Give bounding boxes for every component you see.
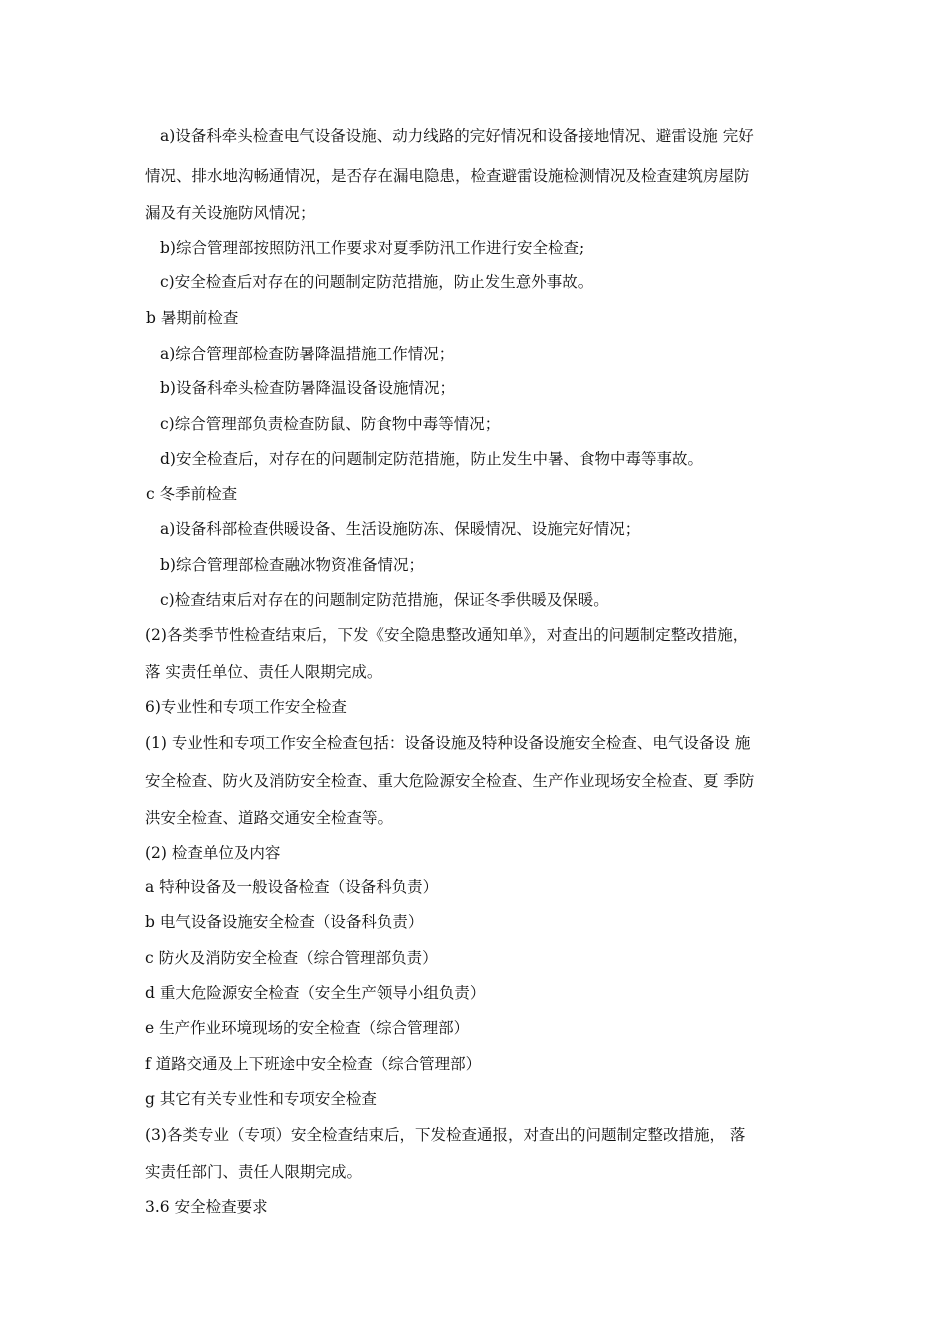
paragraph-line: (2)各类季节性检查结束后，下发《安全隐患整改通知单》，对查出的问题制定整改措施，: [145, 626, 749, 644]
paragraph-line: a)设备科部检查供暖设备、生活设施防冻、保暖情况、设施完好情况；: [160, 520, 641, 538]
paragraph-line: (1) 专业性和专项工作安全检查包括：设备设施及特种设备设施安全检查、电气设备设 施: [145, 734, 751, 752]
section-heading: b 暑期前检查: [146, 309, 239, 327]
paragraph-line: d)安全检查后，对存在的问题制定防范措施，防止发生中暑、食物中毒等事故。: [160, 450, 703, 468]
paragraph-line: (3)各类专业（专项）安全检查结束后，下发检查通报，对查出的问题制定整改措施， 落: [145, 1126, 746, 1144]
list-item: e 生产作业环境现场的安全检查（综合管理部）: [145, 1019, 470, 1037]
paragraph-line: a)设备科牵头检查电气设备设施、动力线路的完好情况和设备接地情况、避雷设施 完好: [160, 127, 754, 145]
paragraph-line: b)综合管理部按照防汛工作要求对夏季防汛工作进行安全检查;: [160, 239, 585, 257]
list-item: d 重大危险源安全检查（安全生产领导小组负责）: [145, 984, 486, 1002]
list-item: c 防火及消防安全检查（综合管理部负责）: [145, 949, 438, 967]
paragraph-line: 实责任部门、责任人限期完成。: [145, 1163, 363, 1181]
paragraph-line: c)安全检查后对存在的问题制定防范措施，防止发生意外事故。: [160, 273, 594, 291]
section-heading: c 冬季前检查: [146, 485, 238, 503]
paragraph-line: b)综合管理部检查融冰物资准备情况；: [160, 556, 424, 574]
paragraph-line: c)综合管理部负责检查防鼠、防食物中毒等情况；: [160, 415, 501, 433]
list-item: a 特种设备及一般设备检查（设备科负责）: [145, 878, 439, 896]
list-item: f 道路交通及上下班途中安全检查（综合管理部）: [145, 1055, 482, 1073]
paragraph-line: b)设备科牵头检查防暑降温设备设施情况；: [160, 379, 455, 397]
paragraph-line: 漏及有关设施防风情况；: [145, 204, 316, 222]
section-heading: 3.6 安全检查要求: [145, 1198, 268, 1216]
list-item: b 电气设备设施安全检查（设备科负责）: [145, 913, 424, 931]
paragraph-line: 落 实责任单位、责任人限期完成。: [145, 663, 383, 681]
paragraph-line: 洪安全检查、道路交通安全检查等。: [145, 809, 394, 827]
paragraph-line: c)检查结束后对存在的问题制定防范措施，保证冬季供暖及保暖。: [160, 591, 609, 609]
section-heading: 6)专业性和专项工作安全检查: [145, 698, 347, 716]
paragraph-line: 安全检查、防火及消防安全检查、重大危险源安全检查、生产作业现场安全检查、夏 季防: [145, 772, 755, 790]
paragraph-line: 情况、排水地沟畅通情况，是否存在漏电隐患，检查避雷设施检测情况及检查建筑房屋防: [145, 167, 750, 185]
paragraph-line: (2) 检查单位及内容: [145, 844, 281, 862]
list-item: g 其它有关专业性和专项安全检查: [145, 1090, 377, 1108]
paragraph-line: a)综合管理部检查防暑降温措施工作情况；: [160, 345, 455, 363]
